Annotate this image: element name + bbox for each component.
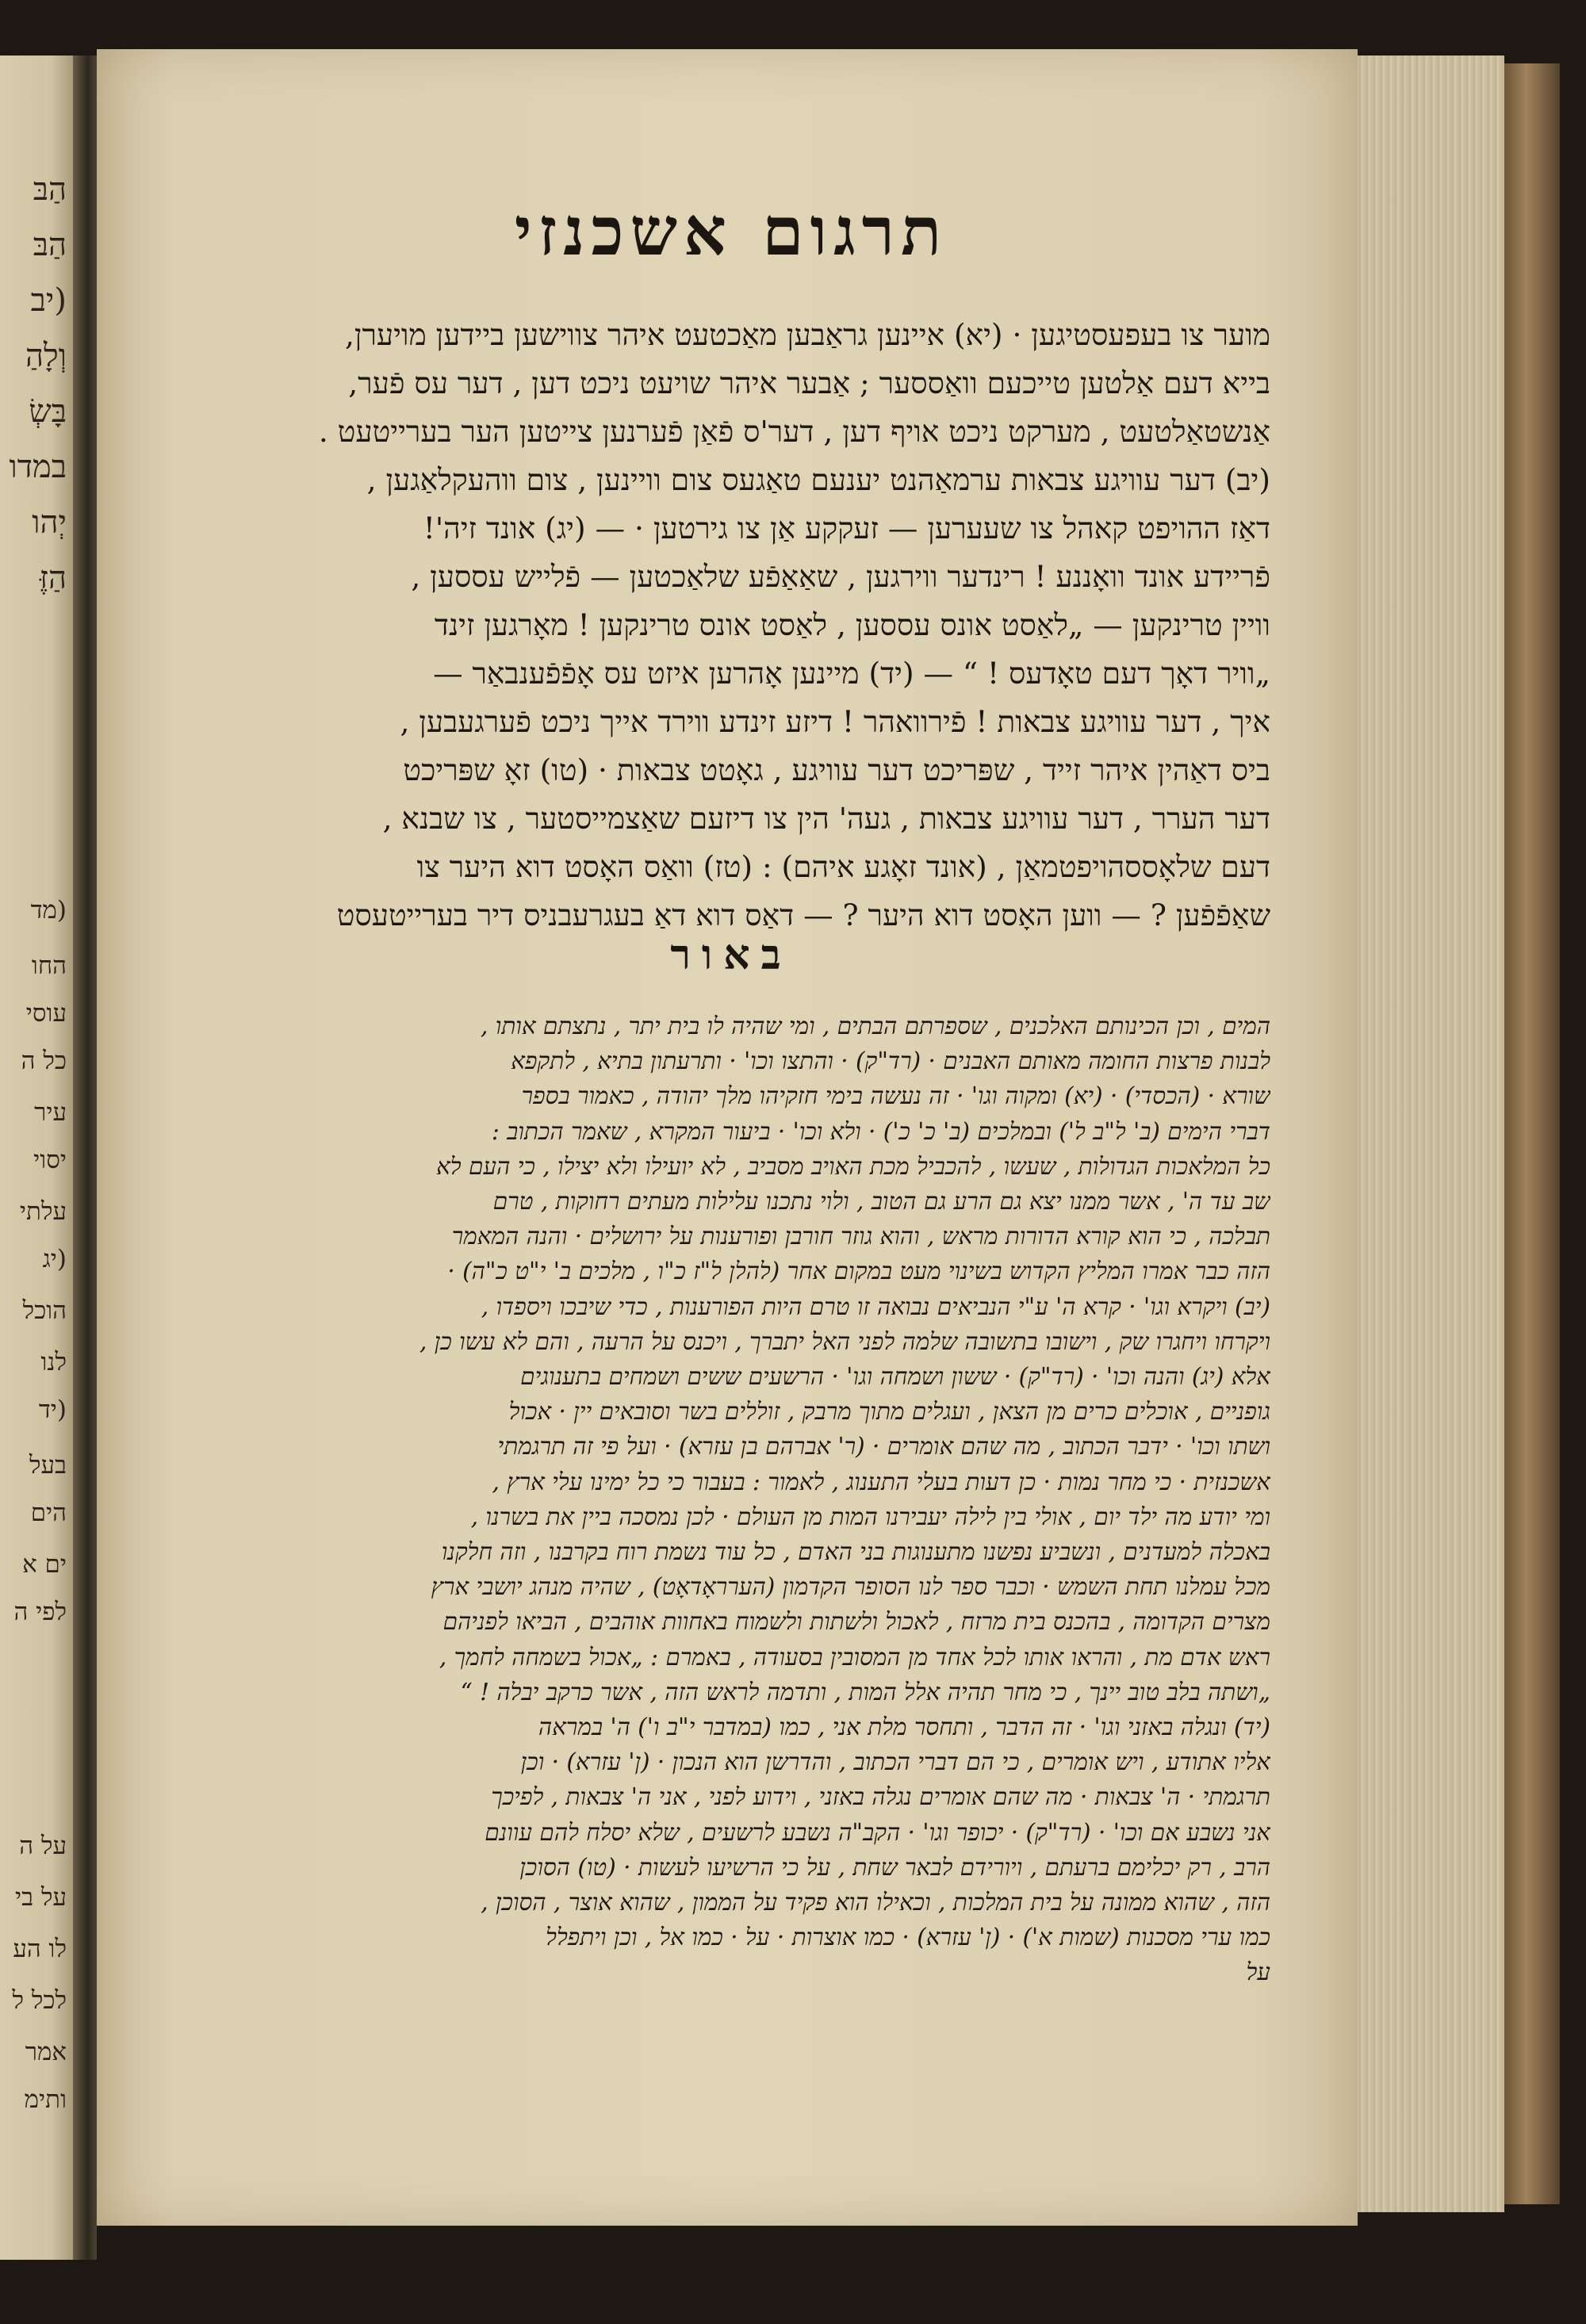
translation-line: דאַז ההויפט קאהל צו שעערען — זעקקע אַן צו גירטען · — (יג) אונד זיה'! xyxy=(423,511,1270,546)
commentary-line: הזה כבר אמרו המליץ הקדוש בשינוי מעט במקום אחר (להלן ל"ז כ"ו , מלכים ב' י"ט כ"ה) · xyxy=(447,1258,1270,1285)
left-page-fragment: יְהו xyxy=(32,504,67,541)
translation-line: ביס דאַהין איהר זייד , שפּריכט דער עוויגע , גאָטט צבאות · (טו) זאָ שפּריכט xyxy=(403,752,1270,787)
left-page-fragment: הוכל xyxy=(22,1296,67,1325)
translation-line: דער הערר , דער עוויגע צבאות , געה' הין צו דיזעם שאַצמייסטער , צו שבנא , xyxy=(382,801,1270,836)
commentary-line: שורא · (הכסדי) · (יא) ומקוה וגו' · זה נעשה בימי חזקיהו מלך יהודה , כאמור בספר xyxy=(521,1082,1270,1110)
commentary-line: ושתו וכו' · ידבר הכתוב , מה שהם אומרים · (ר' אברהם בן עזרא) · ועל פי זה תרגמתי xyxy=(497,1433,1270,1461)
page-fore-edge xyxy=(1358,56,1504,2212)
commentary-line: שב עד ה' , אשר ממנו יצא גם הרע גם הטוב , ולוי נתכנו עלילות מעתים רחוקות , טרם xyxy=(492,1188,1270,1216)
commentary-line: „ושתה בלב טוב יינך , כי מחר תהיה אלל המות , ותדמה לראש הזה , אשר כרקב יבלה ! “ xyxy=(460,1678,1270,1706)
left-page-fragment: לנו xyxy=(40,1348,67,1376)
commentary-line: המים , וכן הכינותם האלכנים , שספרתם הבתים , ומי שהיה לו בית יתר , נתצתם אותו , xyxy=(481,1013,1270,1039)
translation-line: אַנשטאַלטעט , מערקט ניכט אויף דען , דער'ס פֿאַן פֿערנען צייטען הער בערייטעט . xyxy=(318,414,1270,449)
commentary-line: ויקרחו ויחגרו שק , וישובו בתשובה שלמה לפני האל יתברך , ויכנס על הרעה , והם לא עשו כן , xyxy=(419,1327,1270,1355)
page-title: תרגום אשכנזי xyxy=(514,192,948,270)
commentary-line: אני נשבע אם וכו' · (רד"ק) · יכופר וגו' · הקב"ה נשבע לרשעים , שלא יסלח להם עוונם xyxy=(485,1818,1270,1846)
commentary-line: (יב) ויקרא וגו' · קרא ה' ע"י הנביאים נבואה זו טרם היות הפורענות , כדי שיבכו ויספדו , xyxy=(481,1292,1270,1320)
left-page-fragment: יסוי xyxy=(33,1146,67,1174)
commentary-line: כמו ערי מסכנות (שמות א') · (ן' עזרא) · כמו אוצרות · על · כמו אל , וכן ויתפלל xyxy=(546,1924,1270,1951)
left-page-fragment: בָּשְׂ xyxy=(29,393,67,430)
left-page-fragment: הַבּ xyxy=(33,171,67,208)
left-page-fragment: לפי ה xyxy=(13,1598,67,1626)
translation-line: פֿריידע אונד וואָננע ! רינדער ווירגען , שאַאַפֿע שלאַכטען — פֿלייש עססען , xyxy=(411,559,1270,594)
page-text-block xyxy=(192,49,1270,2226)
left-page-fragment: הַזֶּ xyxy=(39,560,67,596)
left-page-fragment: במדו xyxy=(9,449,67,485)
left-page-fragment: וְלָהַ xyxy=(25,338,67,374)
commentary-line: על xyxy=(1246,1958,1270,1986)
left-page-fragment: הַבּ xyxy=(33,227,67,263)
commentary-line: מצרים הקדומה , בהכנס בית מרזח , לאכול ולשתות ולשמוח באחוות אוהבים , הביאו לפניהם xyxy=(442,1608,1270,1636)
left-page-fragment: עיר xyxy=(34,1098,67,1127)
commentary-line: (יד) ונגלה באזני וגו' · זה הדבר , ותחסר מלת אני , כמו (במדבר י"ב ו') ה' במראה xyxy=(538,1713,1270,1741)
translation-line: שאַפֿפֿען ? — ווען האָסט דוא היער ? — דאַס דוא דאַ בעגרעבניס דיר בערייטעסט xyxy=(336,898,1270,932)
translation-line: איך , דער עוויגע צבאות ! פֿירוואהר ! דיזע זינדע ווירד אייך ניכט פֿערגעבען , xyxy=(400,704,1270,739)
commentary-line: תבלכה , כי הוא קורא הדורות מראש , והוא גוזר חורבן ופורענות על ירושלים · והנה המאמר xyxy=(451,1223,1270,1250)
translation-line: דעם שלאָססהויפטמאַן , (אונד זאָגע איהם) : (טז) וואַס האָסט דוא היער צו xyxy=(416,849,1270,884)
commentary-line: אלא (יג) והנה וכו' · (רד"ק) · ששון ושמחה וגו' · הרשעים ששים ושמחים בתענוגים xyxy=(520,1363,1270,1391)
left-page-fragment: לו הע xyxy=(13,1935,67,1963)
left-page-fragment: הים xyxy=(30,1499,67,1527)
left-page-fragment: ים א xyxy=(22,1550,67,1579)
commentary-line: באכלה למעדנים , ונשביע נפשנו מתענוגות בני האדם , כל עוד נשמת רוח בקרבנו , וזה חלקנו xyxy=(441,1538,1270,1566)
book-gutter xyxy=(73,56,97,2260)
left-page-fragment: (יג xyxy=(42,1245,67,1273)
commentary-line: הזה , שהוא ממונה על בית המלכות , וכאילו הוא פקיד על הממון , שהוא אוצר , הסוכן , xyxy=(481,1889,1270,1916)
left-page-fragment: החו xyxy=(31,951,67,980)
left-page-fragment: על בי xyxy=(15,1883,67,1912)
left-facing-page xyxy=(0,56,73,2260)
book-page xyxy=(97,49,1358,2226)
commentary-line: אשכנזית · כי מחר נמות · כן דעות בעלי התענוג , לאמור : בעבור כי כל ימינו עלי ארץ , xyxy=(492,1468,1270,1495)
translation-line: „וויר דאָך דעם טאָדעס ! “ — (יד) מיינען אָהרען איזט עס אָפֿפֿענבאַר — xyxy=(433,656,1270,691)
commentary-line: לבנות פרצות החומה מאותם האבנים · (רד"ק) · והתצו וכו' · ותרעתון בתיא , לתקפא xyxy=(511,1047,1270,1075)
left-page-fragment: לכל ל xyxy=(12,1986,67,2015)
left-page-fragment: בעל xyxy=(29,1451,67,1480)
left-page-fragment: עלתי xyxy=(19,1197,67,1226)
left-page-fragment: (יב xyxy=(30,282,67,319)
commentary-line: גופניים , אוכלים כרים מן הצאן , ועגלים מתוך מרבק , זוללים בשר וסובאים יין · אכול xyxy=(508,1398,1270,1426)
commentary-line: מכל עמלנו תחת השמש · וכבר ספר לנו הסופר הקדמון (הערראָדאָט) , שהיה מנהג יושבי ארץ xyxy=(431,1573,1270,1601)
commentary-line: הרב , רק יכלימם ברעתם , ויורידם לבאר שחת , על כי הרשיעו לעשות · (טו) הסוכן xyxy=(519,1853,1270,1881)
translation-line: (יב) דער עוויגע צבאות ערמאַהנט יענעם טאַגעס צום וויינען , צום ווהעקלאַגען , xyxy=(366,462,1270,497)
left-page-fragment: (יד xyxy=(38,1396,67,1424)
commentary-line: אליו אתודע , ויש אומרים , כי הם דברי הכתוב , והדרשן הוא הנכון · (ן' עזרא) · וכן xyxy=(520,1748,1270,1776)
left-page-fragment: (מד xyxy=(30,896,67,925)
commentary-section xyxy=(192,1009,1270,1990)
left-page-fragment: על ה xyxy=(19,1832,67,1860)
left-page-fragment: עוסי xyxy=(25,999,67,1028)
commentary-line: כל המלאכות הגדולות , שעשו , להכביל מכת האויב מסביב , לא יועילו ולא יצילו , כי העם לא xyxy=(436,1152,1270,1180)
book-cover-edge xyxy=(1504,63,1560,2204)
translation-line: וויין טרינקען — „לאַסט אונס עססען , לאַסט אונס טרינקען ! מאָרגען זינד xyxy=(434,607,1270,642)
commentary-line: תרגמתי · ה' צבאות · מה שהם אומרים נגלה באזני , וידוע לפני , אני ה' צבאות , לפיכך xyxy=(491,1783,1270,1811)
left-page-fragment: כל ה xyxy=(21,1047,67,1075)
commentary-line: דברי הימים (ב' ל"ב ל') ובמלכים (ב' כ' כ') · ולא וכו' · ביעור המקרא , שאמר הכתוב : xyxy=(491,1117,1270,1145)
translation-line: מוער צו בעפעסטיגען · (יא) איינען גראַבען מאַכטעט איהר צווישען ביידען מויערן, xyxy=(344,317,1270,352)
commentary-heading: באור xyxy=(670,931,792,979)
left-page-fragment: ותימ xyxy=(24,2085,67,2114)
commentary-line: ומי יודע מה ילד יום , אולי בין לילה יעבירנו המות מן העולם · לכן נמסכה ביין את בשרנו , xyxy=(470,1503,1270,1530)
translation-section xyxy=(192,311,1270,940)
translation-line: בייא דעם אַלטען טייכעם וואַססער ; אַבער איהר שויעט ניכט דען , דער עס פֿער, xyxy=(348,366,1270,400)
commentary-line: ראש אדם מת , והראו אותו לכל אחד מן המסובין בסעודה , באמרם : „אכול בשמחה לחמך , xyxy=(439,1643,1270,1671)
left-page-fragment: אמר xyxy=(25,2038,67,2066)
